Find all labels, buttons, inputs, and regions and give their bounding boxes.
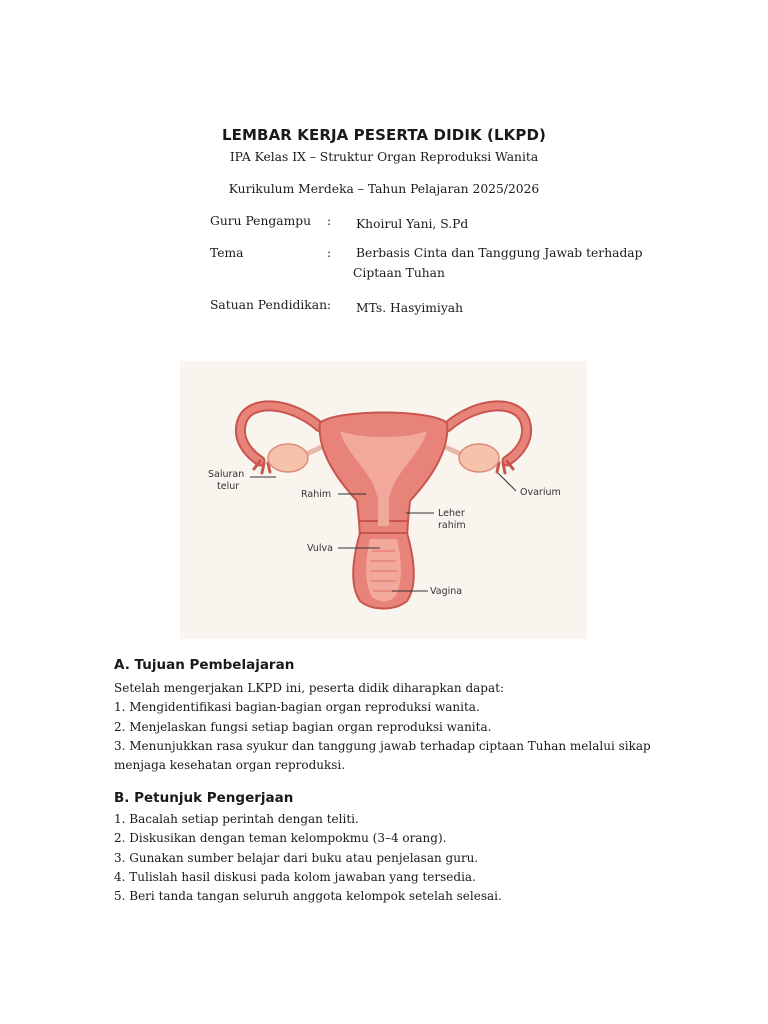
section-b-content	[114, 810, 674, 906]
label-vulva: Vulva	[307, 543, 333, 554]
list-item-continuation: menjaga kesehatan organ reproduksi.	[114, 758, 346, 773]
label-vagina: Vagina	[430, 586, 463, 597]
colon: :	[327, 214, 332, 228]
list-item: 1. Mengidentifikasi bagian-bagian organ reproduksi wanita.	[114, 700, 480, 715]
tema-label: Tema	[210, 246, 244, 260]
guru-value: Khoirul Yani, S.Pd	[356, 217, 469, 231]
section-a-heading: A. Tujuan Pembelajaran	[114, 657, 295, 673]
colon: :	[327, 298, 332, 312]
label-ovarium: Ovarium	[520, 487, 561, 498]
list-item: 2. Menjelaskan fungsi setiap bagian organ reproduksi wanita.	[114, 719, 492, 734]
ovarium-pointer	[498, 473, 516, 491]
colon: :	[327, 246, 332, 260]
label-leher: Leher	[438, 508, 465, 519]
tema-value-line-2: Ciptaan Tuhan	[353, 266, 445, 280]
label-rahim: Rahim	[301, 489, 332, 500]
satuan-value: MTs. Hasyimiyah	[356, 301, 464, 315]
right-ovary	[459, 444, 499, 472]
list-item: 4. Tulislah hasil diskusi pada kolom jawaban yang tersedia.	[114, 869, 476, 884]
label-telur: telur	[217, 481, 240, 492]
section-b-heading: B. Petunjuk Pengerjaan	[114, 790, 294, 806]
curriculum-line: Kurikulum Merdeka – Tahun Pelajaran 2025/2026	[228, 182, 540, 196]
label-saluran: Saluran	[208, 469, 245, 480]
section-a-content	[114, 679, 674, 775]
tema-value	[353, 243, 656, 283]
reproductive-organ-diagram	[180, 361, 587, 639]
list-item: 3. Gunakan sumber belajar dari buku atau penjelasan guru.	[114, 850, 479, 865]
label-leher-rahim: rahim	[438, 520, 466, 531]
list-item: 2. Diskusikan dengan teman kelompokmu (3–4 orang).	[114, 831, 447, 846]
section-a-intro: Setelah mengerjakan LKPD ini, peserta didik diharapkan dapat:	[114, 681, 505, 695]
left-ovary	[268, 444, 308, 472]
satuan-label: Satuan Pendidikan	[210, 298, 328, 312]
tema-value-line-1: Berbasis Cinta dan Tanggung Jawab terhadap	[356, 246, 643, 260]
list-item: 5. Beri tanda tangan seluruh anggota kelompok setelah selesai.	[114, 889, 502, 904]
page-subtitle: IPA Kelas IX – Struktur Organ Reproduksi Wanita	[229, 150, 539, 164]
list-item: 3. Menunjukkan rasa syukur dan tanggung jawab terhadap ciptaan Tuhan melalui sikap	[114, 738, 651, 753]
list-item: 1. Bacalah setiap perintah dengan teliti.	[114, 812, 359, 826]
guru-label: Guru Pengampu	[210, 214, 312, 228]
page-title: LEMBAR KERJA PESERTA DIDIK (LKPD)	[222, 126, 546, 144]
uterus-illustration	[180, 361, 587, 639]
